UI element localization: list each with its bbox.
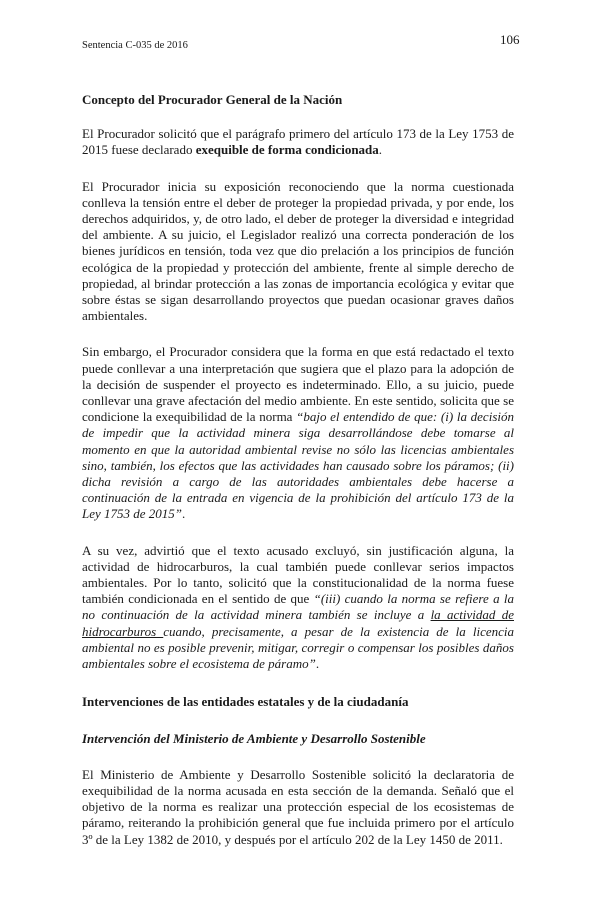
page-number: 106	[500, 32, 520, 47]
ministerio-heading: Intervención del Ministerio de Ambiente y Desarrollo Sostenible	[82, 730, 426, 746]
ministerio-paragraph-1: El Ministerio de Ambiente y Desarrollo Sostenible solicitó la declaratoria de exequibilidad de la norma acusada en esta sección de la demanda. Señaló que el objetivo de la norma es realizar una protección especial de los ecosistemas de páramo, reiterando la prohibición general que fue incluida primero por el artículo 3º de la Ley 1382 de 2010, y después por el artículo 202 de la Ley 1450 de 2011.	[82, 766, 514, 847]
text-run: .	[315, 656, 320, 672]
underlined-quote: la actividad de hidrocarburos	[82, 607, 514, 639]
text-run: El Procurador solicitó que el parágrafo primero del artículo 173 de la Ley 1753 de 2015 fuese declarado	[82, 126, 514, 158]
procurador-paragraph-2: El Procurador inicia su exposición reconociendo que la norma cuestionada conlleva la tensión entre el deber de proteger la propiedad privada, y por ende, los derechos adquiridos, y, de otro lado, el deber de proteger la diversidad e integridad del ambiente. A su juicio, el Legislador realizó una correcta ponderación de los bienes jurídicos en tensión, toda vez que dio prelación a los principios de función ecológica de la propiedad y protección del ambiente, frente al simple derecho de propiedad, al brindar protección a las zonas de importancia ecológica y evitar que sobre éstas se sigan desarrollando proyectos que puedan ocasionar graves daños ambientales.	[82, 178, 514, 324]
intervenciones-heading: Intervenciones de las entidades estatales y de la ciudadanía	[82, 694, 409, 710]
italic-quote: “(iii) cuando la norma se refiere a la no continuación de la actividad minera también se incluye a	[82, 591, 514, 623]
text-run: .	[182, 506, 186, 522]
italic-quote: “bajo el entendido de que: (i) la decisión de impedir que la actividad minera siga desarrollándose debe tomarse al momento en que la autoridad ambiental revise no sólo las licencias ambientales sino, también, los efectos que las actividades han causado sobre los páramos; (ii) dicha revisión a cargo de las autoridades ambientales debe hacerse a continuación de la entrada en vigencia de la prohibición del artículo 173 de la Ley 1753 de 2015”	[82, 409, 514, 522]
text-run: Sin embargo, el Procurador considera que la forma en que está redactado el texto puede conllevar a una interpretación que sugiera que el plazo para la adopción de la decisión de suspender el proyecto es indeterminado. Ello, a su juicio, puede conllevar una grave afectación del medio ambiente. En este sentido, solicita que se condicione la exequibilidad de la norma	[82, 344, 514, 425]
document-body	[82, 92, 514, 848]
running-title: Sentencia C-035 de 2016	[82, 40, 188, 51]
text-run: .	[378, 142, 383, 158]
bold-text: exequible de forma condicionada	[195, 142, 379, 158]
procurador-paragraph-3	[82, 344, 514, 522]
procurador-heading: Concepto del Procurador General de la Nación	[82, 92, 343, 107]
procurador-paragraph-4	[82, 543, 514, 673]
text-run: A su vez, advirtió que el texto acusado excluyó, sin justificación alguna, la actividad de hidrocarburos, la cual también puede conllevar serios impactos ambientales. Por lo tanto, solicitó que la constitucionalidad de la norma fuese también condicionada en el sentido de que	[82, 542, 514, 607]
procurador-paragraph-1	[82, 126, 514, 158]
italic-quote: cuando, precisamente, a pesar de la existencia de la licencia ambiental no es posible prevenir, mitigar, corregir o compensar los posibles daños ambientales sobre el ecosistema de páramo”	[82, 623, 515, 672]
